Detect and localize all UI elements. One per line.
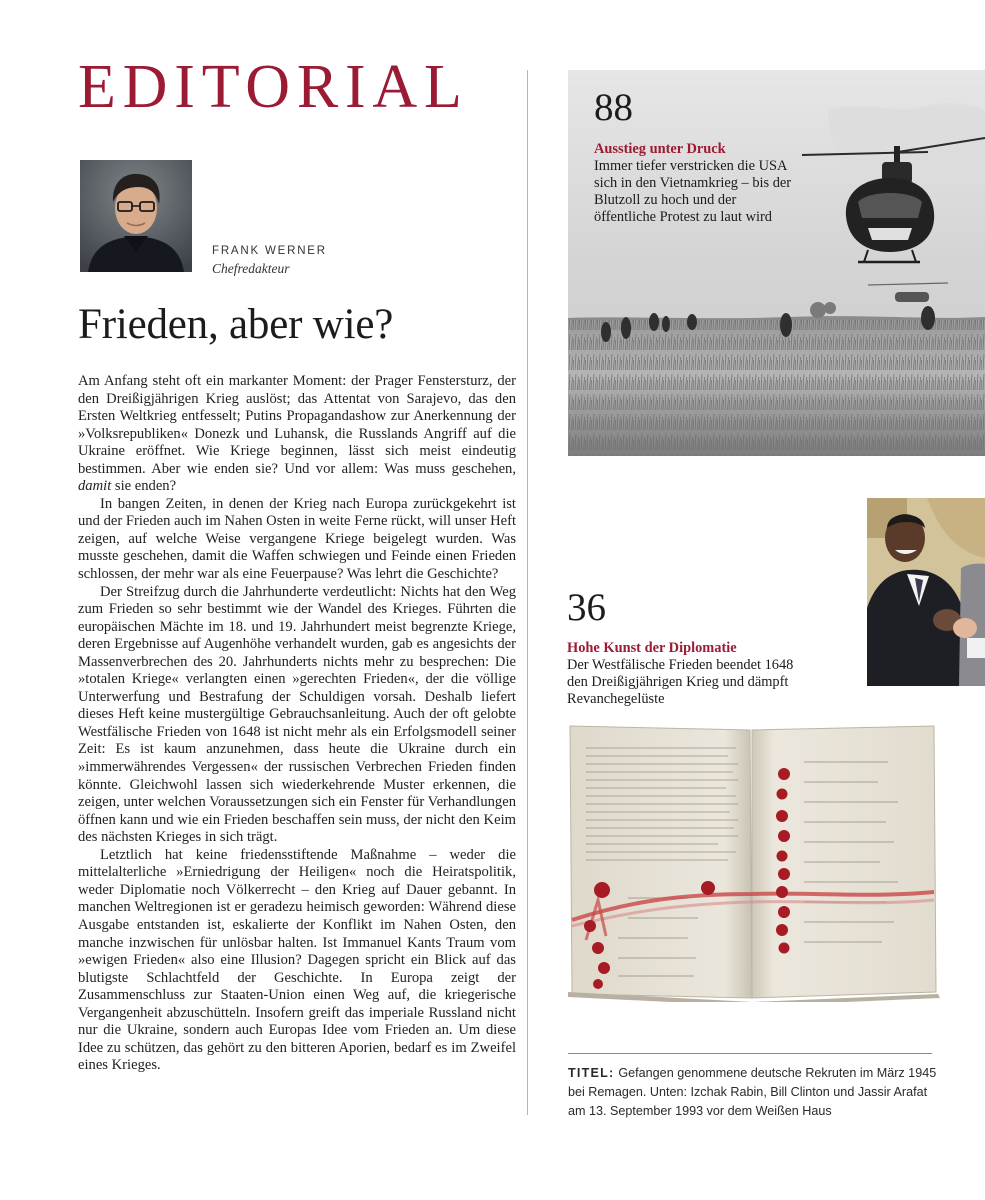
cover-caption (568, 1064, 940, 1121)
column-divider (527, 70, 528, 1115)
caption-rule (568, 1053, 932, 1054)
article-body (78, 373, 516, 1075)
paragraph-2: In bangen Zeiten, in denen der Krieg nach Europa zurückgekehrt ist und der Frieden auch im Nahen Osten in weite Ferne rückt, will unser Heft zeigen, auf welche Weise vergangene Kriege beigelegt wurden. Was musste geschehen, damit die Waffen schwiegen und Feinde einen Frieden schlossen, der mehr war als eine Feuerpause? Was lehrt die Geschichte? (78, 495, 516, 583)
author-portrait (80, 160, 192, 272)
caption-label: TITEL: (568, 1066, 615, 1080)
author-role: Chefredakteur (212, 261, 290, 276)
paragraph-4: Letztlich hat keine friedensstiftende Maßnahme – weder die mittelalterliche »Erniedrigung der Heiligen« noch die Heiratspolitik, weder Diplomatie noch Völkerrecht – den Krieg auf Dauer gebannt. In manchen Weltregionen ist er geradezu heimisch geworden: Während diese Ausgabe entstanden ist, eskalierte der Konflikt im Nahen Osten, den manche inzwischen für unlösbar halten. Ist Immanuel Kants Traum vom »ewigen Frieden« also eine Illusion? Dagegen spricht ein Blick auf das blutigste Schlachtfeld der Geschichte. In Europa zeigt der Zusammenschluss zur Staaten-Union einen Weg auf, die kriegerische Vergangenheit abzuschütteln. Insofern greift das imperiale Russland nicht nur die Ukraine, sondern auch Europas Idee vom Frieden an. Um diese Idee zu schützen, das gehört zu den bitteren Aporien, bedarf es im Zweifel eines Krieges. (78, 846, 516, 1074)
westphalia-treaty-document-photo (568, 722, 956, 1002)
paragraph-3: Der Streifzug durch die Jahrhunderte verdeutlicht: Nichts hat den Weg zum Frieden so sehr bestimmt wie der Wandel des Krieges. Führten die europäischen Mächte im 18. und 19. Jahrhundert meist begrenzte Kriege, deren Ergebnisse auf Augenhöhe verhandelt wurden, gab es angesichts der Massenverbrechen des 20. Jahrhunderts nichts mehr zu besprechen: Die »totalen Kriege« verlangten einen »gerechten Frieden«, der die völlige Unterwerfung und Bestrafung der Schuldigen vorsah. Deshalb liefert dieses Heft keine mustergültige Gebrauchsanleitung. Auch der oft gelobte Westfälische Frieden von 1648 ist nicht mehr als ein Erfolgsmodell seiner Zeit: Es ist kaum anzunehmen, dass heute die Ukraine durch ein »immerwährendes Vergessen« der russischen Verbrechen Frieden finden könnte. Gleichwohl lassen sich wiederkehrende Muster erkennen, die zeigen, unter welchen Voraussetzungen sich ein Fenster für Verhandlungen öffnen kann und wie ein Frieden beschaffen sein muss, der nicht den Keim des nächsten Krieges in sich trägt. (78, 583, 516, 846)
teaser-text-vietnam: Immer tiefer verstricken die USA sich in den Vietnamkrieg – bis der Blutzoll zu hoch und der öffentliche Protest zu laut wird (594, 158, 792, 225)
diplomats-handshake-photo (867, 498, 985, 686)
teaser-title-vietnam[interactable]: Ausstieg unter Druck (594, 141, 726, 157)
teaser-text-diplomacy: Der Westfälische Frieden beendet 1648 den Dreißigjährigen Krieg und dämpft Revanchegelüste (567, 657, 794, 707)
caption-text: Gefangen genommene deutsche Rekruten im März 1945 bei Remagen. Unten: Izchak Rabin, Bill Clinton und Jassir Arafat am 13. September 1993 vor dem Weißen Haus (568, 1066, 937, 1118)
paragraph-1: Am Anfang steht oft ein markanter Moment: der Prager Fenstersturz, der den Dreißigjährigen Krieg auslöst; das Attentat von Sarajevo, das den Ersten Weltkrieg entfesselt; Putins Propagandashow zur Anerkennung der »Volksrepubliken« Donezk und Luhansk, die Russlands Angriff auf die Ukraine eröffnet. Wie Kriege beginnen, lässt sich meist eindeutig bestimmen. Aber wie enden sie? Und vor allem: Was muss geschehen, damit sie enden? (78, 373, 516, 495)
masthead-title: EDITORIAL (78, 53, 469, 121)
treaty-document-photo[interactable] (568, 722, 956, 1002)
article-headline: Frieden, aber wie? (78, 301, 394, 348)
author-name: FRANK WERNER (212, 245, 327, 257)
teaser-title-diplomacy[interactable]: Hohe Kunst der Diplomatie (567, 640, 737, 656)
teaser-page-88: 88 (594, 86, 633, 129)
teaser-page-36: 36 (567, 586, 606, 629)
diplomacy-photo[interactable] (867, 498, 985, 686)
portrait-photo (80, 160, 192, 272)
